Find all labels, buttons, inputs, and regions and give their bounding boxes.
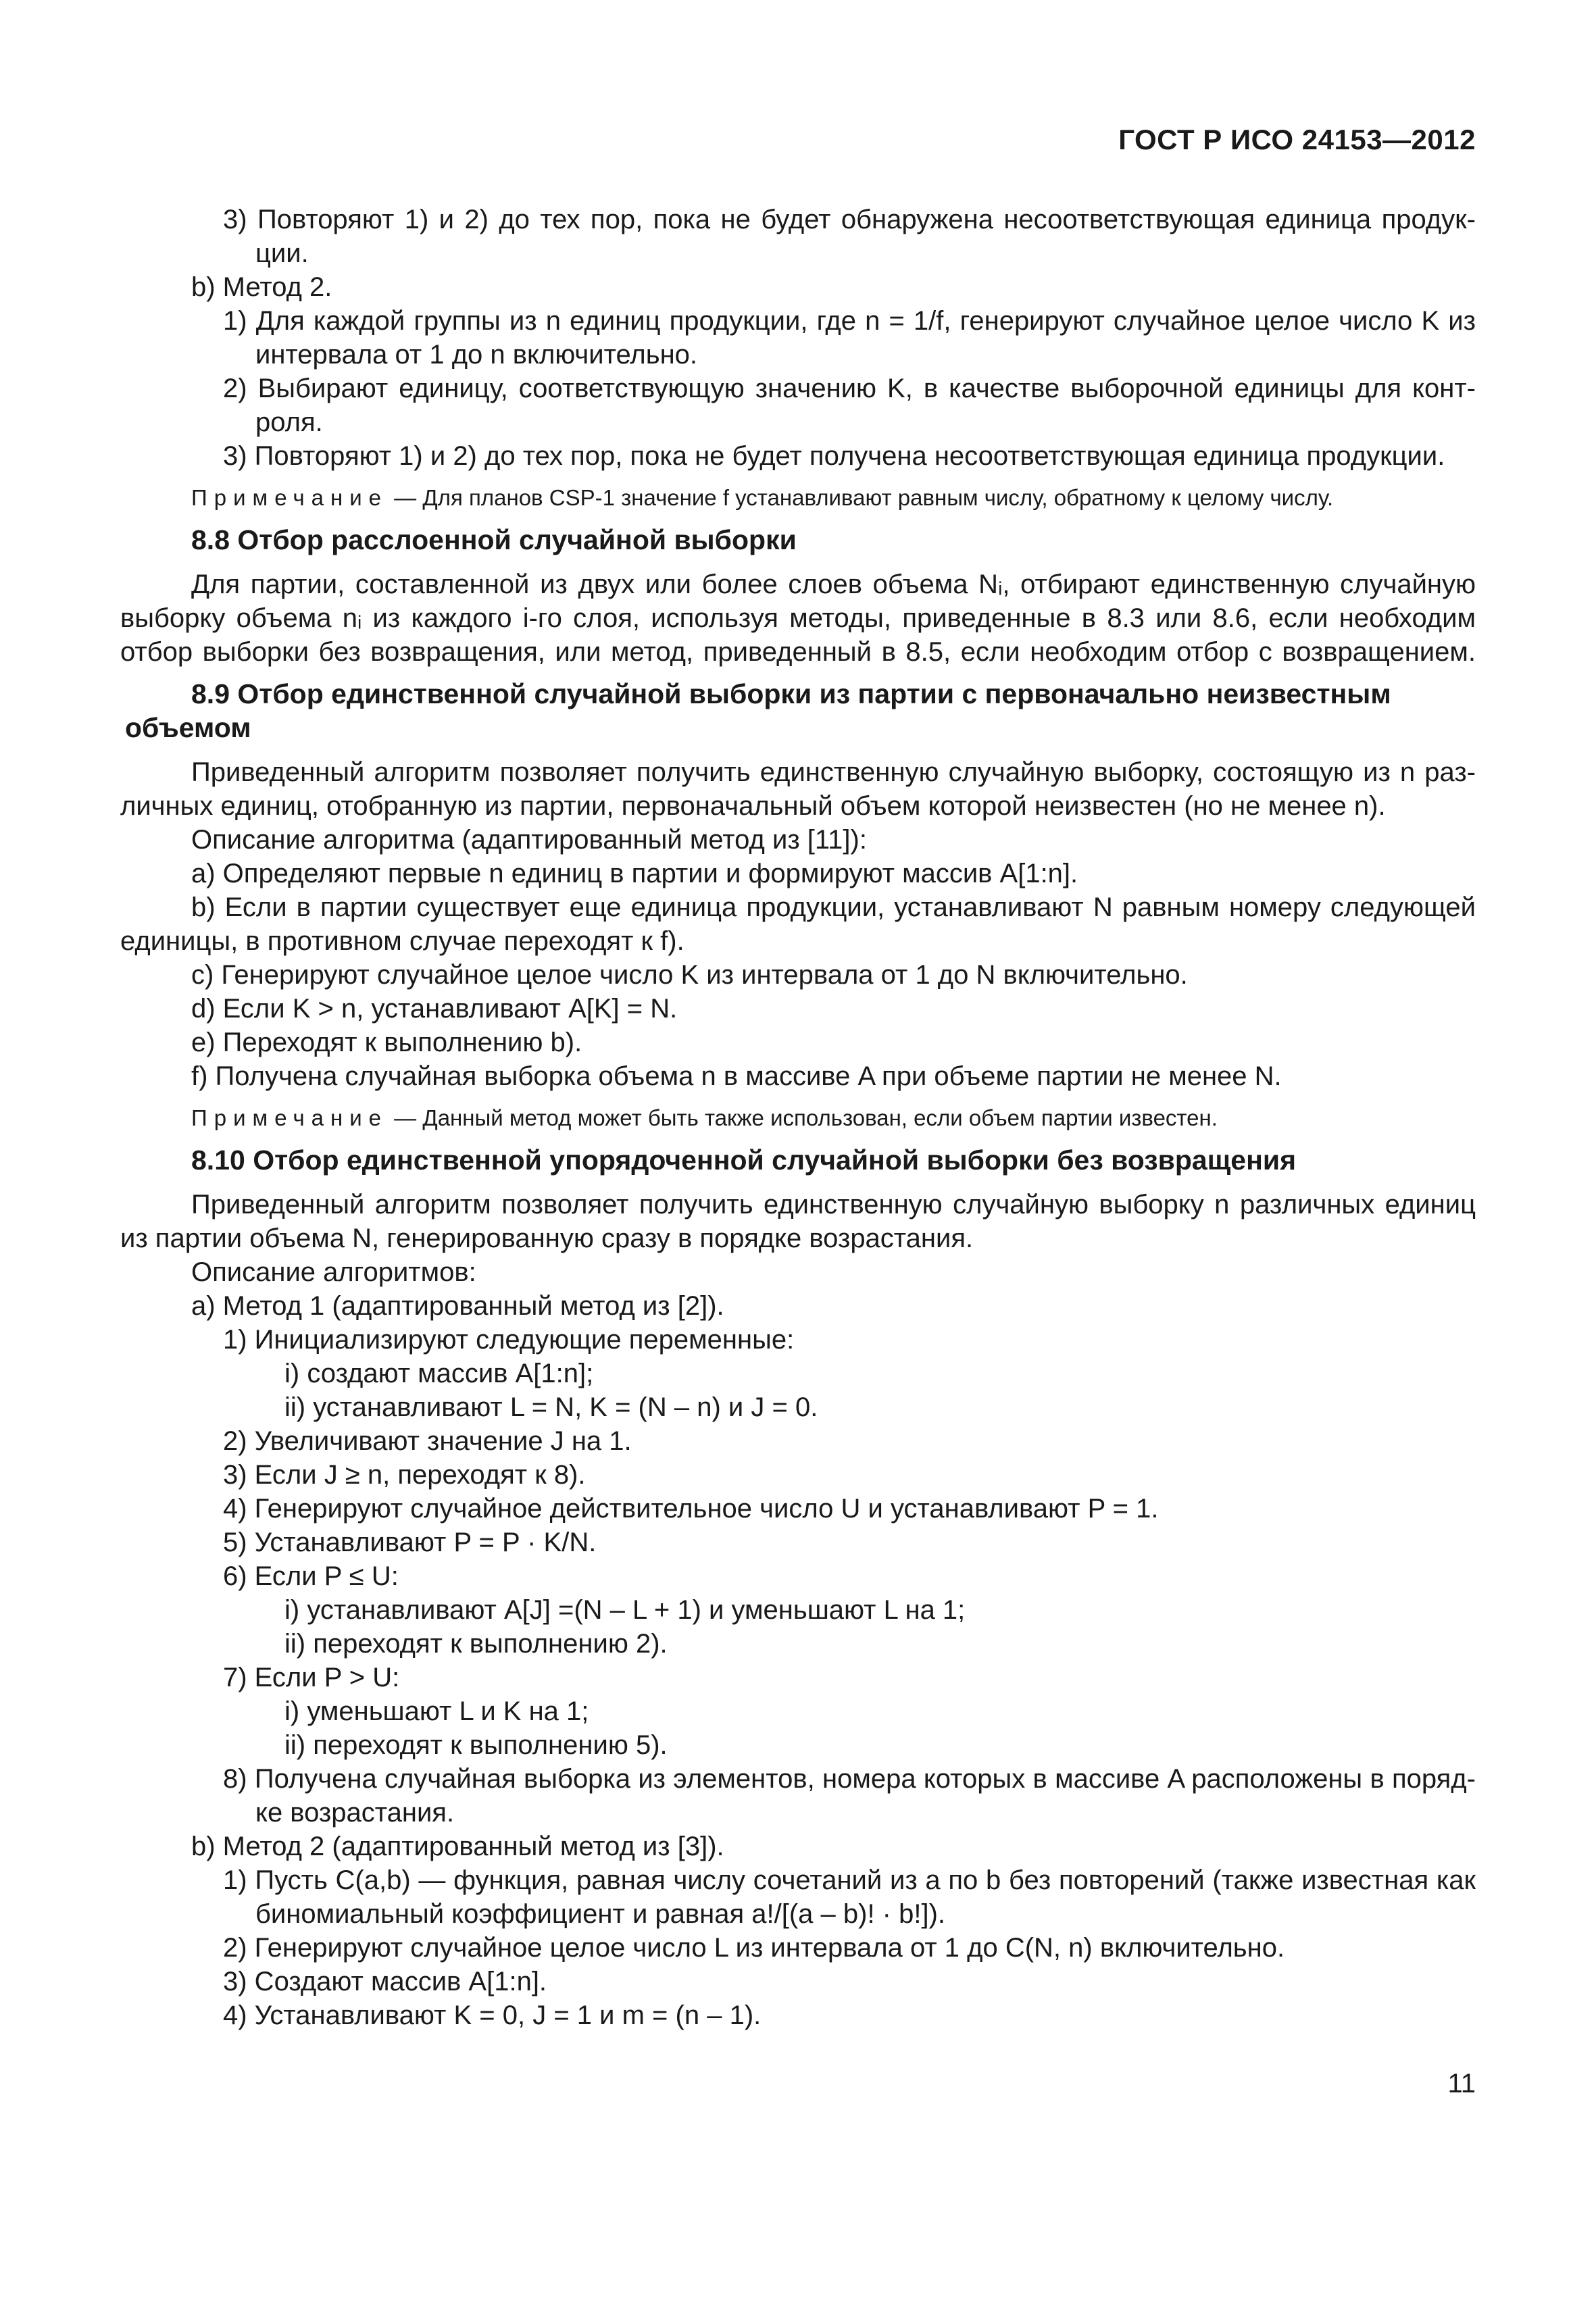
list-item: ii) переходят к выполнению 5). bbox=[284, 1730, 668, 1760]
list-item-continuation: роля. bbox=[255, 407, 323, 437]
paragraph-line: отбор выборки без возвращения, или метод, приведенный в 8.5, если необходим отбор с возвращением. bbox=[120, 637, 1476, 667]
list-item: c) Генерируют случайное целое число K из интервала от 1 до N включительно. bbox=[191, 960, 1188, 990]
paragraph-line: Для партии, составленной из двух или более слоев объема Nᵢ, отбирают единственную случайную bbox=[191, 570, 1476, 599]
note-text: — Для планов CSP-1 значение f устанавливают равным числу, обратному к целому числу. bbox=[388, 485, 1334, 510]
note-label: Примечание bbox=[191, 1105, 389, 1130]
list-item: b) Если в партии существует еще единица продукции, устанавливают N равным номеру следующей bbox=[191, 892, 1476, 922]
list-item: 2) Увеличивают значение J на 1. bbox=[223, 1426, 632, 1456]
list-item: 6) Если P ≤ U: bbox=[223, 1561, 399, 1591]
paragraph-line: Описание алгоритмов: bbox=[191, 1257, 476, 1287]
list-item-continuation: ке возрастания. bbox=[255, 1798, 455, 1828]
paragraph-line: Приведенный алгоритм позволяет получить единственную случайную выборку, состоящую из n раз- bbox=[191, 757, 1476, 787]
list-item: 2) Генерируют случайное целое число L из интервала от 1 до C(N, n) включительно. bbox=[223, 1933, 1285, 1963]
list-item: 3) Если J ≥ n, переходят к 8). bbox=[223, 1460, 586, 1490]
list-item: 2) Выбирают единицу, соответствующую значению K, в качестве выборочной единицы для конт- bbox=[223, 374, 1476, 403]
note bbox=[120, 481, 1476, 515]
list-item: 7) Если P > U: bbox=[223, 1663, 400, 1692]
list-item: f) Получена случайная выборка объема n в массиве A при объеме партии не менее N. bbox=[191, 1061, 1282, 1091]
page-content bbox=[120, 203, 1476, 2032]
list-item: 3) Повторяют 1) и 2) до тех пор, пока не будет получена несоответствующая единица продукции. bbox=[223, 441, 1445, 471]
list-item: b) Метод 2 (адаптированный метод из [3]). bbox=[191, 1832, 724, 1861]
note-label: Примечание bbox=[191, 485, 389, 510]
list-item: 3) Создают массив A[1:n]. bbox=[223, 1967, 547, 1996]
list-item: d) Если K > n, устанавливают A[K] = N. bbox=[191, 994, 678, 1024]
section-heading: 8.9 Отбор единственной случайной выборки из партии с первоначально неизвестным bbox=[191, 678, 1391, 709]
list-item: 3) Повторяют 1) и 2) до тех пор, пока не будет обнаружена несоответствующая единица продук- bbox=[223, 205, 1476, 234]
list-item: 1) Инициализируют следующие переменные: bbox=[223, 1325, 795, 1355]
document-header: ГОСТ Р ИСО 24153—2012 bbox=[1118, 124, 1476, 155]
paragraph-line: выборку объема nᵢ из каждого i-го слоя, используя методы, приведенные в 8.3 или 8.6, если необходим bbox=[120, 603, 1476, 633]
list-item: 8) Получена случайная выборка из элементов, номера которых в массиве A расположены в поряд- bbox=[223, 1764, 1476, 1794]
list-item: b) Метод 2. bbox=[191, 272, 332, 302]
list-item: а) Метод 1 (адаптированный метод из [2]). bbox=[191, 1291, 724, 1321]
list-item: 1) Для каждой группы из n единиц продукции, где n = 1/f, генерируют случайное целое число K из bbox=[223, 306, 1476, 336]
list-item: 4) Генерируют случайное действительное число U и устанавливают P = 1. bbox=[223, 1494, 1159, 1524]
list-item-continuation: ции. bbox=[255, 238, 309, 268]
list-item: e) Переходят к выполнению b). bbox=[191, 1028, 582, 1057]
note bbox=[120, 1101, 1476, 1135]
paragraph-line: из партии объема N, генерированную сразу в порядке возрастания. bbox=[120, 1224, 974, 1253]
note-text: — Данный метод может быть также использован, если объем партии известен. bbox=[388, 1105, 1218, 1130]
list-item-continuation: биномиальный коэффициент и равная a!/[(a – b)! · b!]). bbox=[255, 1899, 946, 1929]
list-item: ii) устанавливают L = N, K = (N – n) и J = 0. bbox=[284, 1392, 818, 1422]
page-number: 11 bbox=[1447, 2069, 1476, 2098]
list-item: i) устанавливают A[J] =(N – L + 1) и уменьшают L на 1; bbox=[284, 1595, 966, 1625]
paragraph-line: Приведенный алгоритм позволяет получить единственную случайную выборку n различных единиц bbox=[191, 1190, 1476, 1219]
list-item: i) уменьшают L и K на 1; bbox=[284, 1696, 589, 1726]
section-heading-continuation: объемом bbox=[125, 712, 251, 743]
list-item: 5) Устанавливают P = P · K/N. bbox=[223, 1528, 597, 1557]
list-item: i) создают массив A[1:n]; bbox=[284, 1359, 594, 1388]
list-item: 4) Устанавливают K = 0, J = 1 и m = (n – 1). bbox=[223, 2001, 762, 2030]
paragraph-line: Описание алгоритма (адаптированный метод из [11]): bbox=[191, 825, 867, 855]
list-item-continuation: единицы, в противном случае переходят к f). bbox=[120, 926, 684, 956]
section-heading: 8.10 Отбор единственной упорядоченной случайной выборки без возвращения bbox=[191, 1145, 1296, 1176]
list-item: а) Определяют первые n единиц в партии и формируют массив A[1:n]. bbox=[191, 859, 1078, 888]
section-heading: 8.8 Отбор расслоенной случайной выборки bbox=[191, 524, 797, 555]
list-item: 1) Пусть C(a,b) — функция, равная числу сочетаний из a по b без повторений (также известная как bbox=[223, 1865, 1476, 1895]
list-item: ii) переходят к выполнению 2). bbox=[284, 1629, 668, 1659]
list-item-continuation: интервала от 1 до n включительно. bbox=[255, 340, 698, 370]
paragraph-line: личных единиц, отобранную из партии, первоначальный объем которой неизвестен (но не менее n). bbox=[120, 791, 1386, 821]
